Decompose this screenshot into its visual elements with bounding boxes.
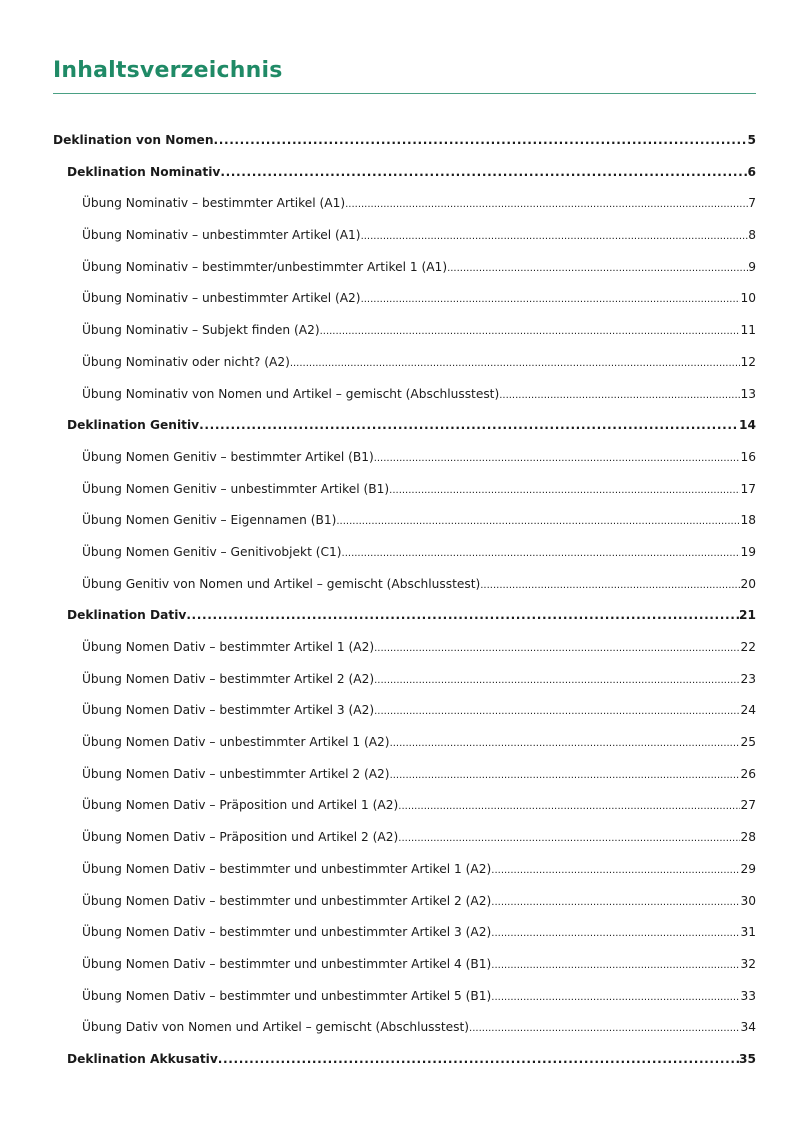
toc-exercise-entry[interactable] xyxy=(53,664,756,696)
dot-leader xyxy=(374,442,741,474)
toc-entry-title: Übung Nominativ – unbestimmter Artikel (A2) xyxy=(82,291,361,306)
toc-page-number: 8 xyxy=(748,228,756,243)
toc-entry-title: Übung Nominativ – unbestimmter Artikel (A1) xyxy=(82,228,361,243)
dot-leader xyxy=(491,949,740,981)
toc-page-number: 20 xyxy=(740,576,756,591)
toc-page-number: 13 xyxy=(740,386,756,401)
toc-exercise-entry[interactable] xyxy=(53,917,756,949)
toc-entry-title: Deklination von Nomen xyxy=(53,133,214,147)
dot-leader xyxy=(398,790,740,822)
dot-leader xyxy=(390,727,741,759)
toc-exercise-entry[interactable] xyxy=(53,537,756,569)
toc-page-number: 30 xyxy=(740,893,756,908)
dot-leader xyxy=(361,220,749,252)
table-of-contents xyxy=(53,125,756,1076)
dot-leader xyxy=(447,252,748,284)
toc-entry-title: Übung Nomen Genitiv – unbestimmter Artikel (B1) xyxy=(82,481,390,496)
toc-page-number: 7 xyxy=(748,196,756,211)
toc-page-number: 21 xyxy=(739,608,756,623)
toc-exercise-entry[interactable] xyxy=(53,379,756,411)
toc-section-entry[interactable] xyxy=(53,157,756,189)
title-divider xyxy=(53,93,756,94)
toc-entry-title: Übung Nomen Dativ – bestimmter und unbestimmter Artikel 4 (B1) xyxy=(82,956,492,971)
dot-leader xyxy=(186,600,739,632)
dot-leader xyxy=(491,854,740,886)
toc-page-number: 5 xyxy=(747,133,756,147)
toc-page-number: 31 xyxy=(740,925,756,940)
dot-leader xyxy=(220,157,747,189)
toc-page-number: 22 xyxy=(740,640,756,654)
toc-exercise-entry[interactable] xyxy=(53,695,756,727)
dot-leader xyxy=(342,537,741,569)
toc-entry-title: Übung Nomen Genitiv – bestimmter Artikel (B1) xyxy=(82,449,374,464)
toc-page-number: 10 xyxy=(740,291,756,306)
dot-leader xyxy=(469,1012,740,1044)
toc-page-number: 19 xyxy=(740,544,756,559)
toc-exercise-entry[interactable] xyxy=(53,886,756,918)
toc-page-number: 12 xyxy=(740,354,756,369)
toc-entry-title: Übung Nomen Dativ – bestimmter und unbestimmter Artikel 1 (A2) xyxy=(82,861,492,876)
toc-entry-title: Übung Nomen Dativ – bestimmter Artikel 3 (A2) xyxy=(82,703,375,718)
toc-page-number: 25 xyxy=(740,735,756,750)
toc-page-number: 33 xyxy=(740,988,756,1003)
dot-leader xyxy=(499,379,740,411)
toc-page-number: 35 xyxy=(739,1051,756,1066)
toc-exercise-entry[interactable] xyxy=(53,1012,756,1044)
dot-leader xyxy=(390,759,741,791)
toc-page-number: 34 xyxy=(740,1020,756,1035)
toc-page-number: 18 xyxy=(740,513,756,528)
toc-page-number: 6 xyxy=(747,164,756,179)
toc-exercise-entry[interactable] xyxy=(53,632,756,664)
toc-entry-title: Übung Nomen Dativ – unbestimmter Artikel 1 (A2) xyxy=(82,735,390,750)
toc-exercise-entry[interactable] xyxy=(53,505,756,537)
dot-leader xyxy=(218,1044,739,1076)
toc-exercise-entry[interactable] xyxy=(53,790,756,822)
toc-exercise-entry[interactable] xyxy=(53,220,756,252)
toc-entry-title: Deklination Genitiv xyxy=(67,418,200,433)
page-title: Inhaltsverzeichnis xyxy=(53,58,283,83)
dot-leader xyxy=(374,632,740,664)
toc-entry-title: Übung Nomen Dativ – unbestimmter Artikel 2 (A2) xyxy=(82,766,390,781)
toc-section-entry[interactable] xyxy=(53,1044,756,1076)
toc-exercise-entry[interactable] xyxy=(53,822,756,854)
toc-entry-title: Deklination Akkusativ xyxy=(67,1051,218,1066)
dot-leader xyxy=(491,886,740,918)
dot-leader xyxy=(398,822,740,854)
toc-entry-title: Übung Dativ von Nomen und Artikel – gemischt (Abschlusstest) xyxy=(82,1020,470,1035)
toc-chapter-entry[interactable] xyxy=(53,125,756,157)
toc-exercise-entry[interactable] xyxy=(53,759,756,791)
toc-entry-title: Übung Nomen Dativ – bestimmter Artikel 1 (A2) xyxy=(82,640,375,654)
toc-page-number: 27 xyxy=(740,798,756,813)
dot-leader xyxy=(389,474,740,506)
toc-section-entry[interactable] xyxy=(53,600,756,632)
toc-page-number: 9 xyxy=(748,259,756,274)
toc-exercise-entry[interactable] xyxy=(53,727,756,759)
toc-exercise-entry[interactable] xyxy=(53,949,756,981)
toc-exercise-entry[interactable] xyxy=(53,283,756,315)
toc-exercise-entry[interactable] xyxy=(53,854,756,886)
toc-exercise-entry[interactable] xyxy=(53,569,756,601)
toc-page-number: 11 xyxy=(740,323,756,338)
dot-leader xyxy=(320,315,741,347)
toc-entry-title: Übung Nomen Dativ – bestimmter und unbestimmter Artikel 3 (A2) xyxy=(82,925,492,940)
toc-entry-title: Deklination Dativ xyxy=(67,608,187,623)
dot-leader xyxy=(491,917,740,949)
toc-entry-title: Übung Nomen Genitiv – Genitivobjekt (C1) xyxy=(82,544,342,559)
toc-entry-title: Übung Nomen Genitiv – Eigennamen (B1) xyxy=(82,513,337,528)
toc-entry-title: Übung Nomen Dativ – bestimmter und unbestimmter Artikel 5 (B1) xyxy=(82,988,492,1003)
toc-entry-title: Übung Nominativ – bestimmter/unbestimmter Artikel 1 (A1) xyxy=(82,259,448,274)
dot-leader xyxy=(214,125,748,157)
toc-section-entry[interactable] xyxy=(53,410,756,442)
toc-page-number: 17 xyxy=(740,481,756,496)
dot-leader xyxy=(374,664,740,696)
toc-exercise-entry[interactable] xyxy=(53,442,756,474)
toc-page-number: 14 xyxy=(739,418,756,433)
toc-page-number: 32 xyxy=(740,956,756,971)
toc-page-number: 26 xyxy=(740,766,756,781)
toc-entry-title: Übung Nomen Dativ – Präposition und Artikel 1 (A2) xyxy=(82,798,399,813)
toc-entry-title: Übung Nomen Dativ – bestimmter und unbestimmter Artikel 2 (A2) xyxy=(82,893,492,908)
dot-leader xyxy=(361,283,741,315)
toc-page-number: 16 xyxy=(740,449,756,464)
toc-entry-title: Übung Nominativ – Subjekt finden (A2) xyxy=(82,323,320,338)
toc-entry-title: Übung Genitiv von Nomen und Artikel – gemischt (Abschlusstest) xyxy=(82,576,481,591)
dot-leader xyxy=(374,695,740,727)
toc-exercise-entry[interactable] xyxy=(53,315,756,347)
dot-leader xyxy=(199,410,739,442)
toc-entry-title: Übung Nomen Dativ – Präposition und Artikel 2 (A2) xyxy=(82,830,399,845)
toc-exercise-entry[interactable] xyxy=(53,252,756,284)
toc-entry-title: Übung Nominativ – bestimmter Artikel (A1) xyxy=(82,196,346,211)
toc-entry-title: Deklination Nominativ xyxy=(67,164,221,179)
toc-page-number: 23 xyxy=(740,671,756,686)
dot-leader xyxy=(290,347,741,379)
dot-leader xyxy=(345,188,748,220)
toc-exercise-entry[interactable] xyxy=(53,981,756,1013)
toc-page-number: 24 xyxy=(740,703,756,718)
toc-exercise-entry[interactable] xyxy=(53,347,756,379)
toc-page-number: 28 xyxy=(740,830,756,845)
dot-leader xyxy=(480,569,740,601)
toc-exercise-entry[interactable] xyxy=(53,474,756,506)
toc-page-number: 29 xyxy=(740,861,756,876)
dot-leader xyxy=(336,505,740,537)
toc-entry-title: Übung Nominativ von Nomen und Artikel – gemischt (Abschlusstest) xyxy=(82,386,500,401)
toc-entry-title: Übung Nomen Dativ – bestimmter Artikel 2 (A2) xyxy=(82,671,375,686)
toc-exercise-entry[interactable] xyxy=(53,188,756,220)
dot-leader xyxy=(491,981,740,1013)
toc-entry-title: Übung Nominativ oder nicht? (A2) xyxy=(82,354,290,369)
